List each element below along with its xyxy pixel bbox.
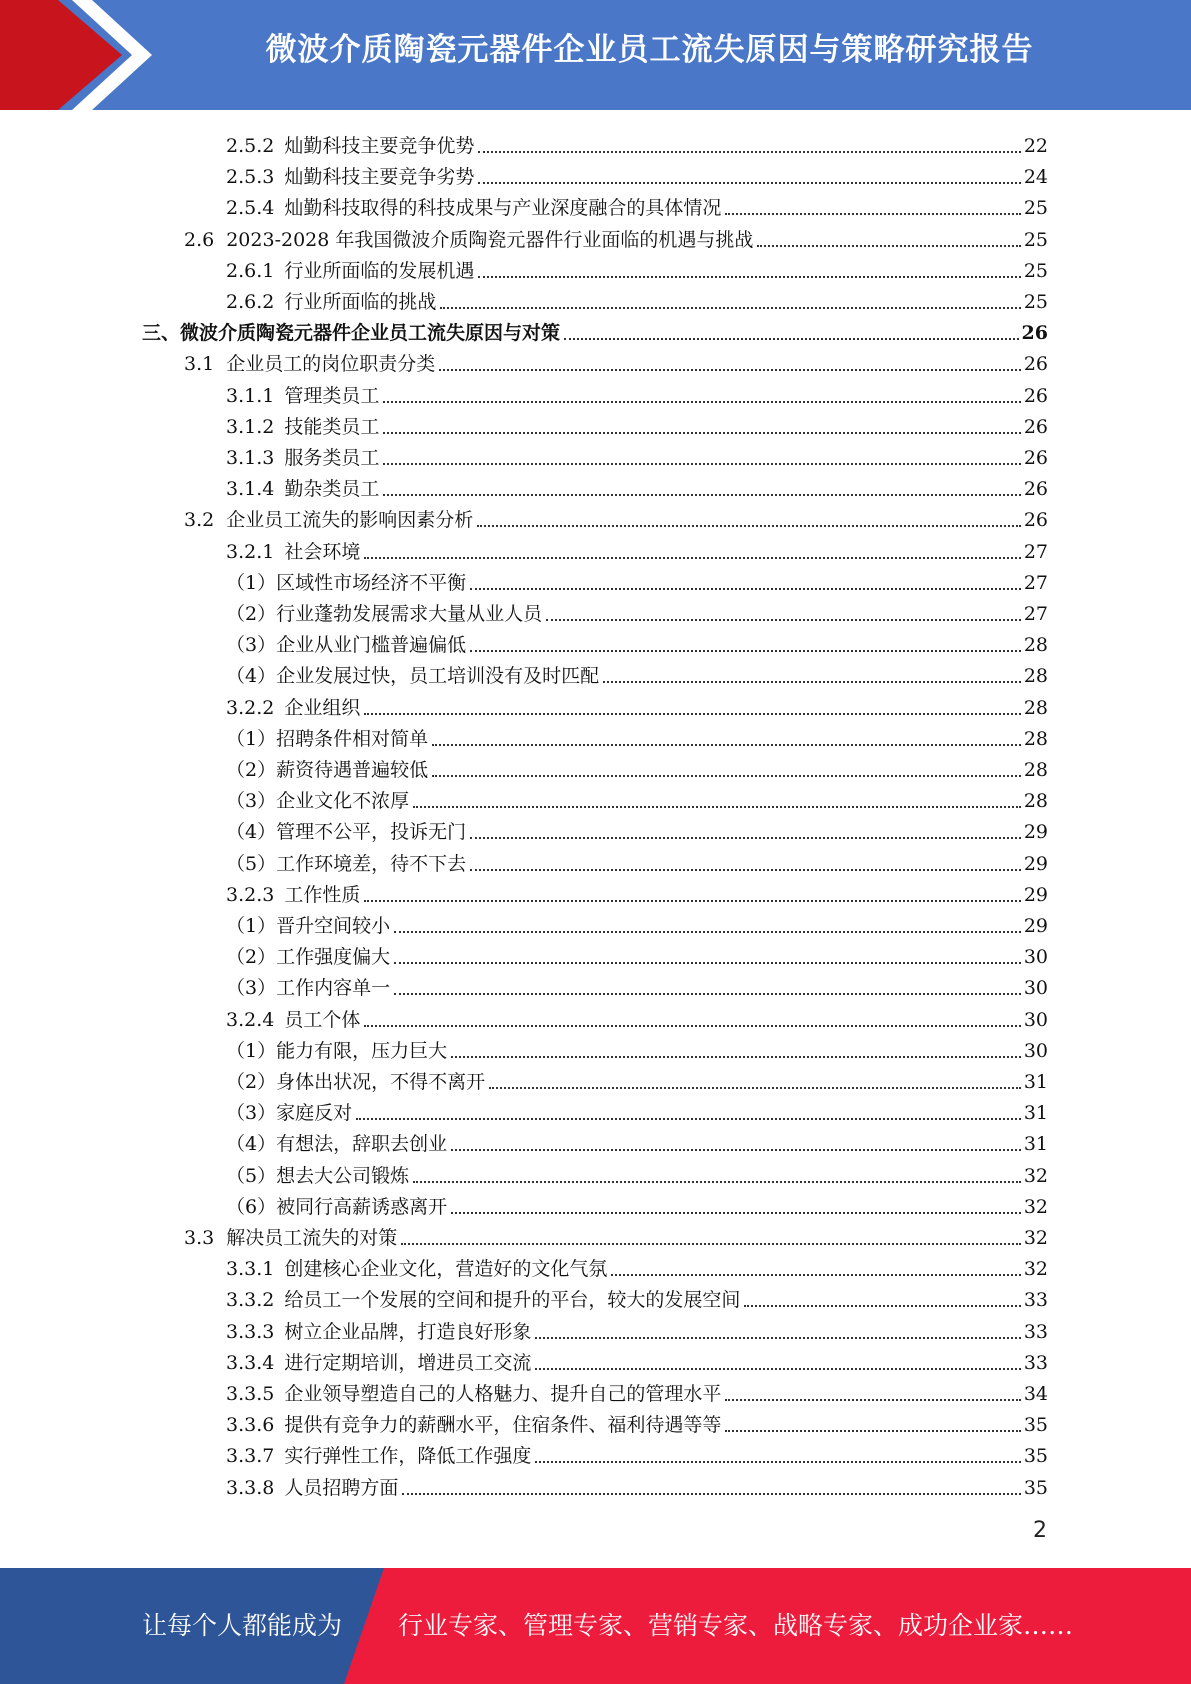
toc-dot-leader — [383, 493, 1020, 496]
toc-entry-page: 30 — [1023, 1008, 1048, 1031]
toc-entry[interactable] — [226, 1345, 1048, 1376]
toc-entry-label: 员工个体 — [284, 1008, 361, 1031]
toc-entry-number: 3.2.2 — [226, 696, 275, 719]
toc-dot-leader — [470, 868, 1021, 871]
toc-entry-page: 29 — [1023, 821, 1048, 844]
toc-entry-page: 26 — [1023, 384, 1048, 407]
toc-dot-leader — [535, 1336, 1020, 1339]
toc-entry-label: 进行定期培训，增进员工交流 — [284, 1351, 532, 1374]
toc-entry[interactable] — [226, 1251, 1048, 1282]
toc-entry-label: （6）被同行高薪诱惑离开 — [226, 1195, 448, 1218]
toc-dot-leader — [394, 992, 1021, 995]
toc-entry-page: 35 — [1023, 1414, 1048, 1437]
toc-entry-number: 3.3.2 — [226, 1289, 275, 1312]
toc-entry-page: 33 — [1023, 1351, 1048, 1374]
toc-entry-number: 3.2 — [184, 509, 215, 532]
toc-dot-leader — [451, 1055, 1021, 1058]
toc-entry-number: 3.1.3 — [226, 447, 275, 469]
toc-entry[interactable] — [226, 1002, 1048, 1033]
toc-entry-page: 30 — [1023, 946, 1048, 969]
toc-entry-page: 28 — [1023, 790, 1048, 813]
toc-entry-number: 2.6.2 — [226, 291, 275, 313]
toc-entry-label: 企业组织 — [284, 696, 361, 719]
toc-entry-page: 33 — [1023, 1320, 1048, 1343]
toc-entry-page: 32 — [1023, 1227, 1048, 1249]
toc-entry[interactable] — [226, 814, 1048, 845]
toc-dot-leader — [546, 618, 1021, 621]
toc-entry-number: 2.5.4 — [226, 197, 275, 220]
toc-entry-page: 35 — [1023, 1476, 1048, 1499]
toc-entry-label: （2）薪资待遇普遍较低 — [226, 759, 429, 781]
toc-entry-label: 解决员工流失的对策 — [226, 1227, 398, 1249]
toc-dot-leader — [364, 712, 1020, 715]
toc-entry-label: （2）工作强度偏大 — [226, 946, 391, 969]
toc-dot-leader — [725, 1398, 1020, 1401]
toc-entry[interactable] — [226, 128, 1048, 159]
toc-entry[interactable] — [226, 1282, 1048, 1313]
toc-dot-leader — [535, 1367, 1020, 1370]
toc-dot-leader — [478, 275, 1020, 278]
toc-entry[interactable] — [226, 846, 1048, 877]
toc-entry-page: 26 — [1021, 322, 1048, 345]
toc-dot-leader — [356, 1117, 1021, 1120]
toc-dot-leader — [401, 1242, 1021, 1245]
toc-dot-leader — [744, 1304, 1020, 1307]
toc-entry[interactable] — [226, 565, 1048, 596]
toc-dot-leader — [439, 368, 1021, 371]
toc-dot-leader — [440, 306, 1020, 309]
toc-entry[interactable] — [226, 970, 1048, 1001]
toc-entry[interactable] — [226, 534, 1048, 565]
toc-dot-leader — [470, 649, 1021, 652]
toc-entry-page: 29 — [1023, 915, 1048, 937]
toc-entry-number: 3.2.1 — [226, 540, 275, 563]
toc-dot-leader — [470, 587, 1021, 590]
toc-entry-label: （5）工作环境差，待不下去 — [226, 852, 467, 875]
toc-dot-leader — [432, 774, 1021, 777]
toc-entry[interactable] — [184, 502, 1048, 533]
toc-entry-label: （3）企业从业门槛普遍偏低 — [226, 634, 467, 657]
toc-entry-page: 32 — [1023, 1164, 1048, 1187]
toc-dot-leader — [383, 431, 1020, 434]
toc-entry-label: 树立企业品牌，打造良好形象 — [284, 1320, 532, 1343]
toc-entry-page: 26 — [1023, 478, 1048, 501]
toc-entry-label: 人员招聘方面 — [284, 1476, 399, 1499]
toc-dot-leader — [489, 1086, 1021, 1089]
footer-slogan-right: 行业专家、管理专家、营销专家、战略专家、成功企业家…… — [398, 1611, 1074, 1640]
toc-entry-number: 3.3.5 — [226, 1383, 275, 1405]
toc-entry-page: 25 — [1023, 228, 1048, 251]
toc-entry-label: （1）晋升空间较小 — [226, 915, 391, 937]
toc-dot-leader — [364, 556, 1020, 559]
toc-entry[interactable] — [226, 378, 1048, 409]
toc-entry-page: 28 — [1023, 727, 1048, 750]
toc-entry-label: （4）有想法，辞职去创业 — [226, 1133, 448, 1156]
toc-entry[interactable] — [226, 752, 1048, 783]
toc-entry-page: 25 — [1023, 259, 1048, 282]
toc-entry-number: 2.5.3 — [226, 166, 275, 189]
toc-entry-label: 工作性质 — [284, 883, 361, 906]
toc-entry-page: 30 — [1023, 977, 1048, 1000]
toc-entry-page: 26 — [1023, 509, 1048, 532]
toc-dot-leader — [470, 836, 1021, 839]
toc-entry-number: 2.6.1 — [226, 259, 275, 282]
toc-entry-label: 行业所面临的挑战 — [284, 291, 437, 313]
toc-entry[interactable] — [226, 471, 1048, 502]
toc-entry-page: 31 — [1023, 1102, 1048, 1125]
toc-entry[interactable] — [142, 315, 1048, 346]
toc-entry-label: （5）想去大公司锻炼 — [226, 1164, 410, 1187]
header-banner — [0, 0, 1191, 110]
toc-entry-label: 灿勤科技取得的科技成果与产业深度融合的具体情况 — [284, 197, 722, 220]
toc-dot-leader — [478, 150, 1020, 153]
toc-entry-label: （4）管理不公平，投诉无门 — [226, 821, 467, 844]
toc-entry-page: 31 — [1023, 1071, 1048, 1093]
toc-entry[interactable] — [226, 877, 1048, 908]
toc-entry[interactable] — [226, 190, 1048, 221]
toc-entry-label: 企业员工的岗位职责分类 — [226, 353, 436, 376]
toc-entry-label: 实行弹性工作，降低工作强度 — [284, 1445, 532, 1468]
toc-entry-page: 26 — [1023, 447, 1048, 469]
toc-entry-page: 32 — [1023, 1258, 1048, 1281]
toc-entry-page: 22 — [1023, 135, 1048, 157]
toc-entry-page: 30 — [1023, 1039, 1048, 1062]
toc-entry-label: 服务类员工 — [284, 447, 380, 469]
toc-entry-number: 2.5.2 — [226, 135, 275, 157]
toc-entry-page: 35 — [1023, 1445, 1048, 1468]
toc-dot-leader — [364, 1024, 1020, 1027]
toc-entry-label: 管理类员工 — [284, 384, 380, 407]
toc-dot-leader — [413, 1180, 1021, 1183]
toc-entry[interactable] — [226, 1158, 1048, 1189]
toc-dot-leader — [432, 743, 1021, 746]
toc-entry[interactable] — [226, 409, 1048, 440]
toc-dot-leader — [451, 1211, 1021, 1214]
toc-entry[interactable] — [226, 783, 1048, 814]
toc-dot-leader — [383, 462, 1020, 465]
toc-entry-page: 28 — [1023, 696, 1048, 719]
toc-entry-label: 创建核心企业文化，营造好的文化气氛 — [284, 1258, 608, 1281]
page-number: 2 — [1033, 1518, 1047, 1543]
toc-dot-leader — [477, 524, 1021, 527]
toc-entry-number: 3.3.3 — [226, 1320, 275, 1343]
toc-entry-number: 3.1 — [184, 353, 215, 376]
toc-entry[interactable] — [226, 1438, 1048, 1469]
toc-entry-page: 34 — [1023, 1383, 1048, 1405]
toc-dot-leader — [611, 1273, 1020, 1276]
toc-entry-page: 27 — [1023, 540, 1048, 563]
toc-dot-leader — [535, 1460, 1020, 1463]
toc-entry[interactable] — [226, 596, 1048, 627]
toc-entry-label: 提供有竞争力的薪酬水平，住宿条件、福利待遇等等 — [284, 1414, 722, 1437]
toc-entry-label: 企业领导塑造自己的人格魅力、提升自己的管理水平 — [284, 1383, 722, 1405]
toc-entry-page: 26 — [1023, 415, 1048, 438]
toc-entry-page: 25 — [1023, 291, 1048, 313]
toc-entry[interactable] — [226, 690, 1048, 721]
toc-entry-label: （4）企业发展过快，员工培训没有及时匹配 — [226, 665, 600, 688]
toc-entry-page: 29 — [1023, 852, 1048, 875]
report-title: 微波介质陶瓷元器件企业员工流失原因与策略研究报告 — [265, 32, 1034, 68]
toc-entry[interactable] — [226, 658, 1048, 689]
toc-entry-label: 勤杂类员工 — [284, 478, 380, 501]
toc-entry-page: 32 — [1023, 1195, 1048, 1218]
toc-dot-leader — [725, 212, 1020, 215]
toc-entry-label: （1）招聘条件相对简单 — [226, 727, 429, 750]
toc-dot-leader — [394, 930, 1021, 933]
toc-entry[interactable] — [226, 908, 1048, 939]
toc-dot-leader — [564, 337, 1019, 340]
toc-entry-label: （3）企业文化不浓厚 — [226, 790, 410, 813]
toc-dot-leader — [394, 961, 1021, 964]
toc-dot-leader — [402, 1492, 1020, 1495]
toc-entry[interactable] — [226, 1314, 1048, 1345]
toc-entry-page: 27 — [1023, 571, 1048, 594]
toc-entry-label: 社会环境 — [284, 540, 361, 563]
toc-entry-label: （3）工作内容单一 — [226, 977, 391, 1000]
toc-dot-leader — [725, 1429, 1020, 1432]
toc-entry-label: （2）身体出状况，不得不离开 — [226, 1071, 486, 1093]
toc-entry-label: 技能类员工 — [284, 415, 380, 438]
toc-entry[interactable] — [226, 1407, 1048, 1438]
toc-entry-page: 26 — [1023, 353, 1048, 376]
toc-dot-leader — [413, 805, 1021, 808]
toc-entry[interactable] — [226, 159, 1048, 190]
toc-entry-label: （1）区域性市场经济不平衡 — [226, 571, 467, 594]
toc-entry-label: 企业员工流失的影响因素分析 — [226, 509, 474, 532]
toc-entry-label: 灿勤科技主要竞争优势 — [284, 135, 475, 157]
footer-banner — [0, 1568, 1191, 1684]
toc-entry-page: 31 — [1023, 1133, 1048, 1156]
toc-entry-number: 3.1.2 — [226, 415, 275, 438]
toc-dot-leader — [364, 899, 1020, 902]
toc-entry-number: 3.3 — [184, 1227, 215, 1249]
toc-entry-number: 3.3.6 — [226, 1414, 275, 1437]
toc-entry-page: 28 — [1023, 759, 1048, 781]
toc-entry-number: 3.3.8 — [226, 1476, 275, 1499]
toc-entry[interactable] — [226, 253, 1048, 284]
toc-entry[interactable] — [226, 1376, 1048, 1407]
toc-entry[interactable] — [226, 1126, 1048, 1157]
toc-dot-leader — [478, 181, 1020, 184]
toc-dot-leader — [451, 1148, 1021, 1151]
toc-dot-leader — [603, 680, 1021, 683]
toc-entry[interactable] — [226, 1189, 1048, 1220]
toc-entry-page: 28 — [1023, 634, 1048, 657]
toc-entry-number: 3.2.3 — [226, 883, 275, 906]
toc-entry-label: （2）行业蓬勃发展需求大量从业人员 — [226, 603, 543, 625]
toc-entry-number: 3.3.4 — [226, 1351, 275, 1374]
toc-entry-label: 给员工一个发展的空间和提升的平台，较大的发展空间 — [284, 1289, 741, 1312]
toc-entry[interactable] — [226, 721, 1048, 752]
toc-entry[interactable] — [226, 1470, 1048, 1501]
toc-entry-number: 2.6 — [184, 228, 215, 251]
toc-entry-page: 27 — [1023, 603, 1048, 625]
toc-dot-leader — [757, 244, 1020, 247]
toc-entry[interactable] — [226, 1033, 1048, 1064]
toc-entry-page: 33 — [1023, 1289, 1048, 1312]
toc-entry[interactable] — [184, 1220, 1048, 1251]
toc-entry[interactable] — [184, 222, 1048, 253]
toc-dot-leader — [383, 400, 1020, 403]
toc-entry-page: 25 — [1023, 197, 1048, 220]
toc-entry-label: 灿勤科技主要竞争劣势 — [284, 166, 475, 189]
toc-entry[interactable] — [226, 440, 1048, 471]
toc-entry[interactable] — [226, 627, 1048, 658]
toc-entry-number: 3.2.4 — [226, 1008, 275, 1031]
toc-entry-page: 28 — [1023, 665, 1048, 688]
toc-entry-label: （3）家庭反对 — [226, 1102, 353, 1125]
toc-entry[interactable] — [226, 1095, 1048, 1126]
toc-entry[interactable] — [226, 284, 1048, 315]
toc-entry-label: （1）能力有限，压力巨大 — [226, 1039, 448, 1062]
toc-entry-label: 2023-2028 年我国微波介质陶瓷元器件行业面临的机遇与挑战 — [226, 228, 754, 251]
toc-entry-page: 24 — [1023, 166, 1048, 189]
toc-entry-number: 3.1.4 — [226, 478, 275, 501]
toc-entry-page: 29 — [1023, 883, 1048, 906]
toc-entry-number: 3.1.1 — [226, 384, 275, 407]
toc-entry[interactable] — [226, 1064, 1048, 1095]
toc-entry-number: 3.3.7 — [226, 1445, 275, 1468]
footer-slogan-left: 让每个人都能成为 — [142, 1611, 343, 1640]
toc-entry[interactable] — [184, 346, 1048, 377]
toc-entry-label: 三、微波介质陶瓷元器件企业员工流失原因与对策 — [142, 322, 561, 345]
toc-entry-number: 3.3.1 — [226, 1258, 275, 1281]
toc-entry[interactable] — [226, 939, 1048, 970]
toc-entry-label: 行业所面临的发展机遇 — [284, 259, 475, 282]
